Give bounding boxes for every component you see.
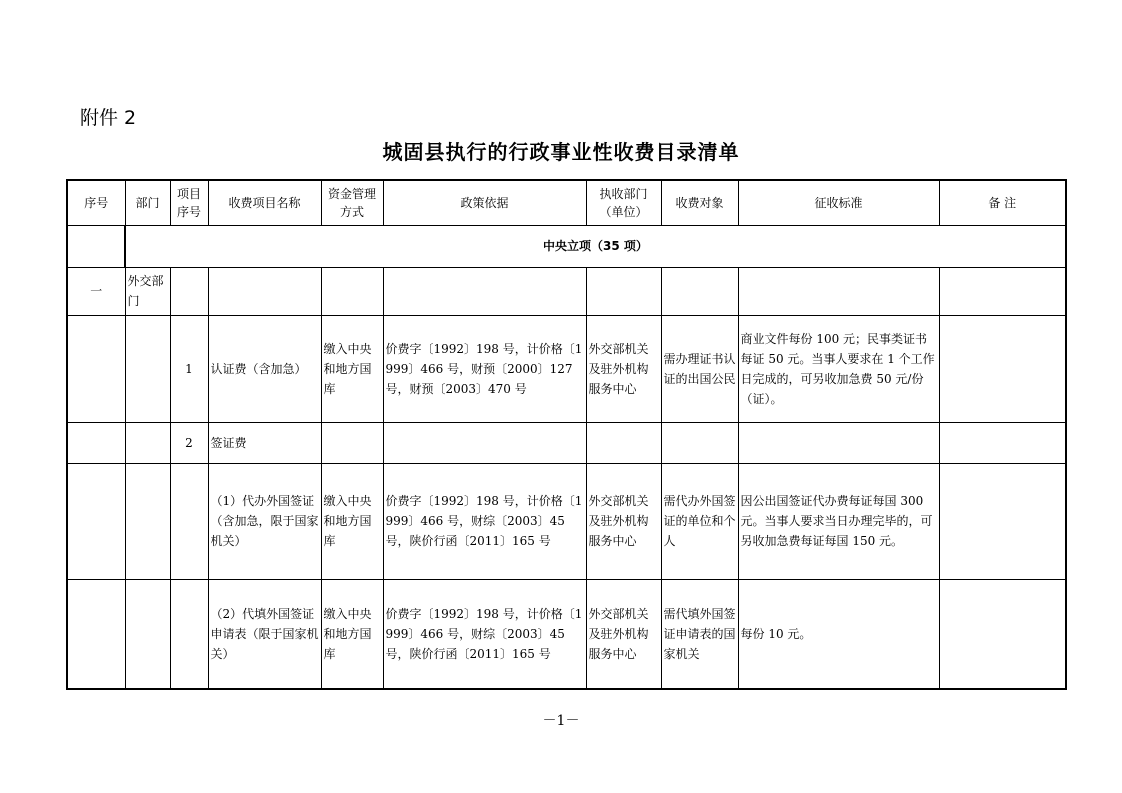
header-standard: 征收标准 (738, 180, 939, 225)
row-fund-mgmt: 缴入中央和地方国库 (321, 315, 383, 422)
row-item-name: 签证费 (208, 422, 321, 463)
header-seq: 序号 (67, 180, 125, 225)
header-remarks: 备 注 (939, 180, 1066, 225)
row-item-name: （1）代办外国签证（含加急，限于国家机关） (208, 463, 321, 579)
row-collector: 外交部机关及驻外机构服务中心 (586, 463, 661, 579)
section-spacer (67, 225, 125, 267)
table-row (67, 267, 1066, 315)
header-policy: 政策依据 (383, 180, 586, 225)
table-row (67, 315, 1066, 422)
row-standard: 因公出国签证代办费每证每国 300 元。当事人要求当日办理完毕的，可另收加急费每证每国 150 元。 (738, 463, 939, 579)
table-row (67, 422, 1066, 463)
row-collector: 外交部机关及驻外机构服务中心 (586, 315, 661, 422)
header-item-seq: 项目序号 (170, 180, 208, 225)
table-row (67, 463, 1066, 579)
row-seq: 一 (67, 267, 125, 315)
section-row (67, 225, 1066, 267)
header-fund-mgmt: 资金管理方式 (321, 180, 383, 225)
row-item-name: 认证费（含加急） (208, 315, 321, 422)
row-policy: 价费字〔1992〕198 号，计价格〔1999〕466 号，财综〔2003〕45 号，陕价行函〔2011〕165 号 (383, 463, 586, 579)
row-payer: 需办理证书认证的出国公民 (661, 315, 738, 422)
row-collector: 外交部机关及驻外机构服务中心 (586, 579, 661, 689)
header-dept: 部门 (125, 180, 170, 225)
row-payer: 需代办外国签证的单位和个人 (661, 463, 738, 579)
row-item-seq: 2 (170, 422, 208, 463)
row-fund-mgmt: 缴入中央和地方国库 (321, 463, 383, 579)
page-number: －1－ (542, 713, 580, 729)
row-standard: 每份 10 元。 (738, 579, 939, 689)
table-row (67, 579, 1066, 689)
row-standard: 商业文件每份 100 元；民事类证书每证 50 元。当事人要求在 1 个工作日完成的，可另收加急费 50 元/份（证）。 (738, 315, 939, 422)
row-policy: 价费字〔1992〕198 号，计价格〔1999〕466 号，财综〔2003〕45 号，陕价行函〔2011〕165 号 (383, 579, 586, 689)
row-policy: 价费字〔1992〕198 号，计价格〔1999〕466 号，财预〔2000〕127 号，财预〔2003〕470 号 (383, 315, 586, 422)
row-fund-mgmt: 缴入中央和地方国库 (321, 579, 383, 689)
fee-catalog-table (66, 179, 1067, 690)
header-payer: 收费对象 (661, 180, 738, 225)
section-title: 中央立项（35 项） (125, 225, 1066, 267)
header-collector: 执收部门（单位） (586, 180, 661, 225)
row-item-seq: 1 (170, 315, 208, 422)
row-dept: 外交部门 (125, 267, 170, 315)
header-row (67, 180, 1066, 225)
row-payer: 需代填外国签证申请表的国家机关 (661, 579, 738, 689)
attachment-label: 附件 2 (80, 107, 137, 129)
header-item-name: 收费项目名称 (208, 180, 321, 225)
row-item-name: （2）代填外国签证申请表（限于国家机关） (208, 579, 321, 689)
document-title: 城固县执行的行政事业性收费目录清单 (382, 140, 740, 164)
